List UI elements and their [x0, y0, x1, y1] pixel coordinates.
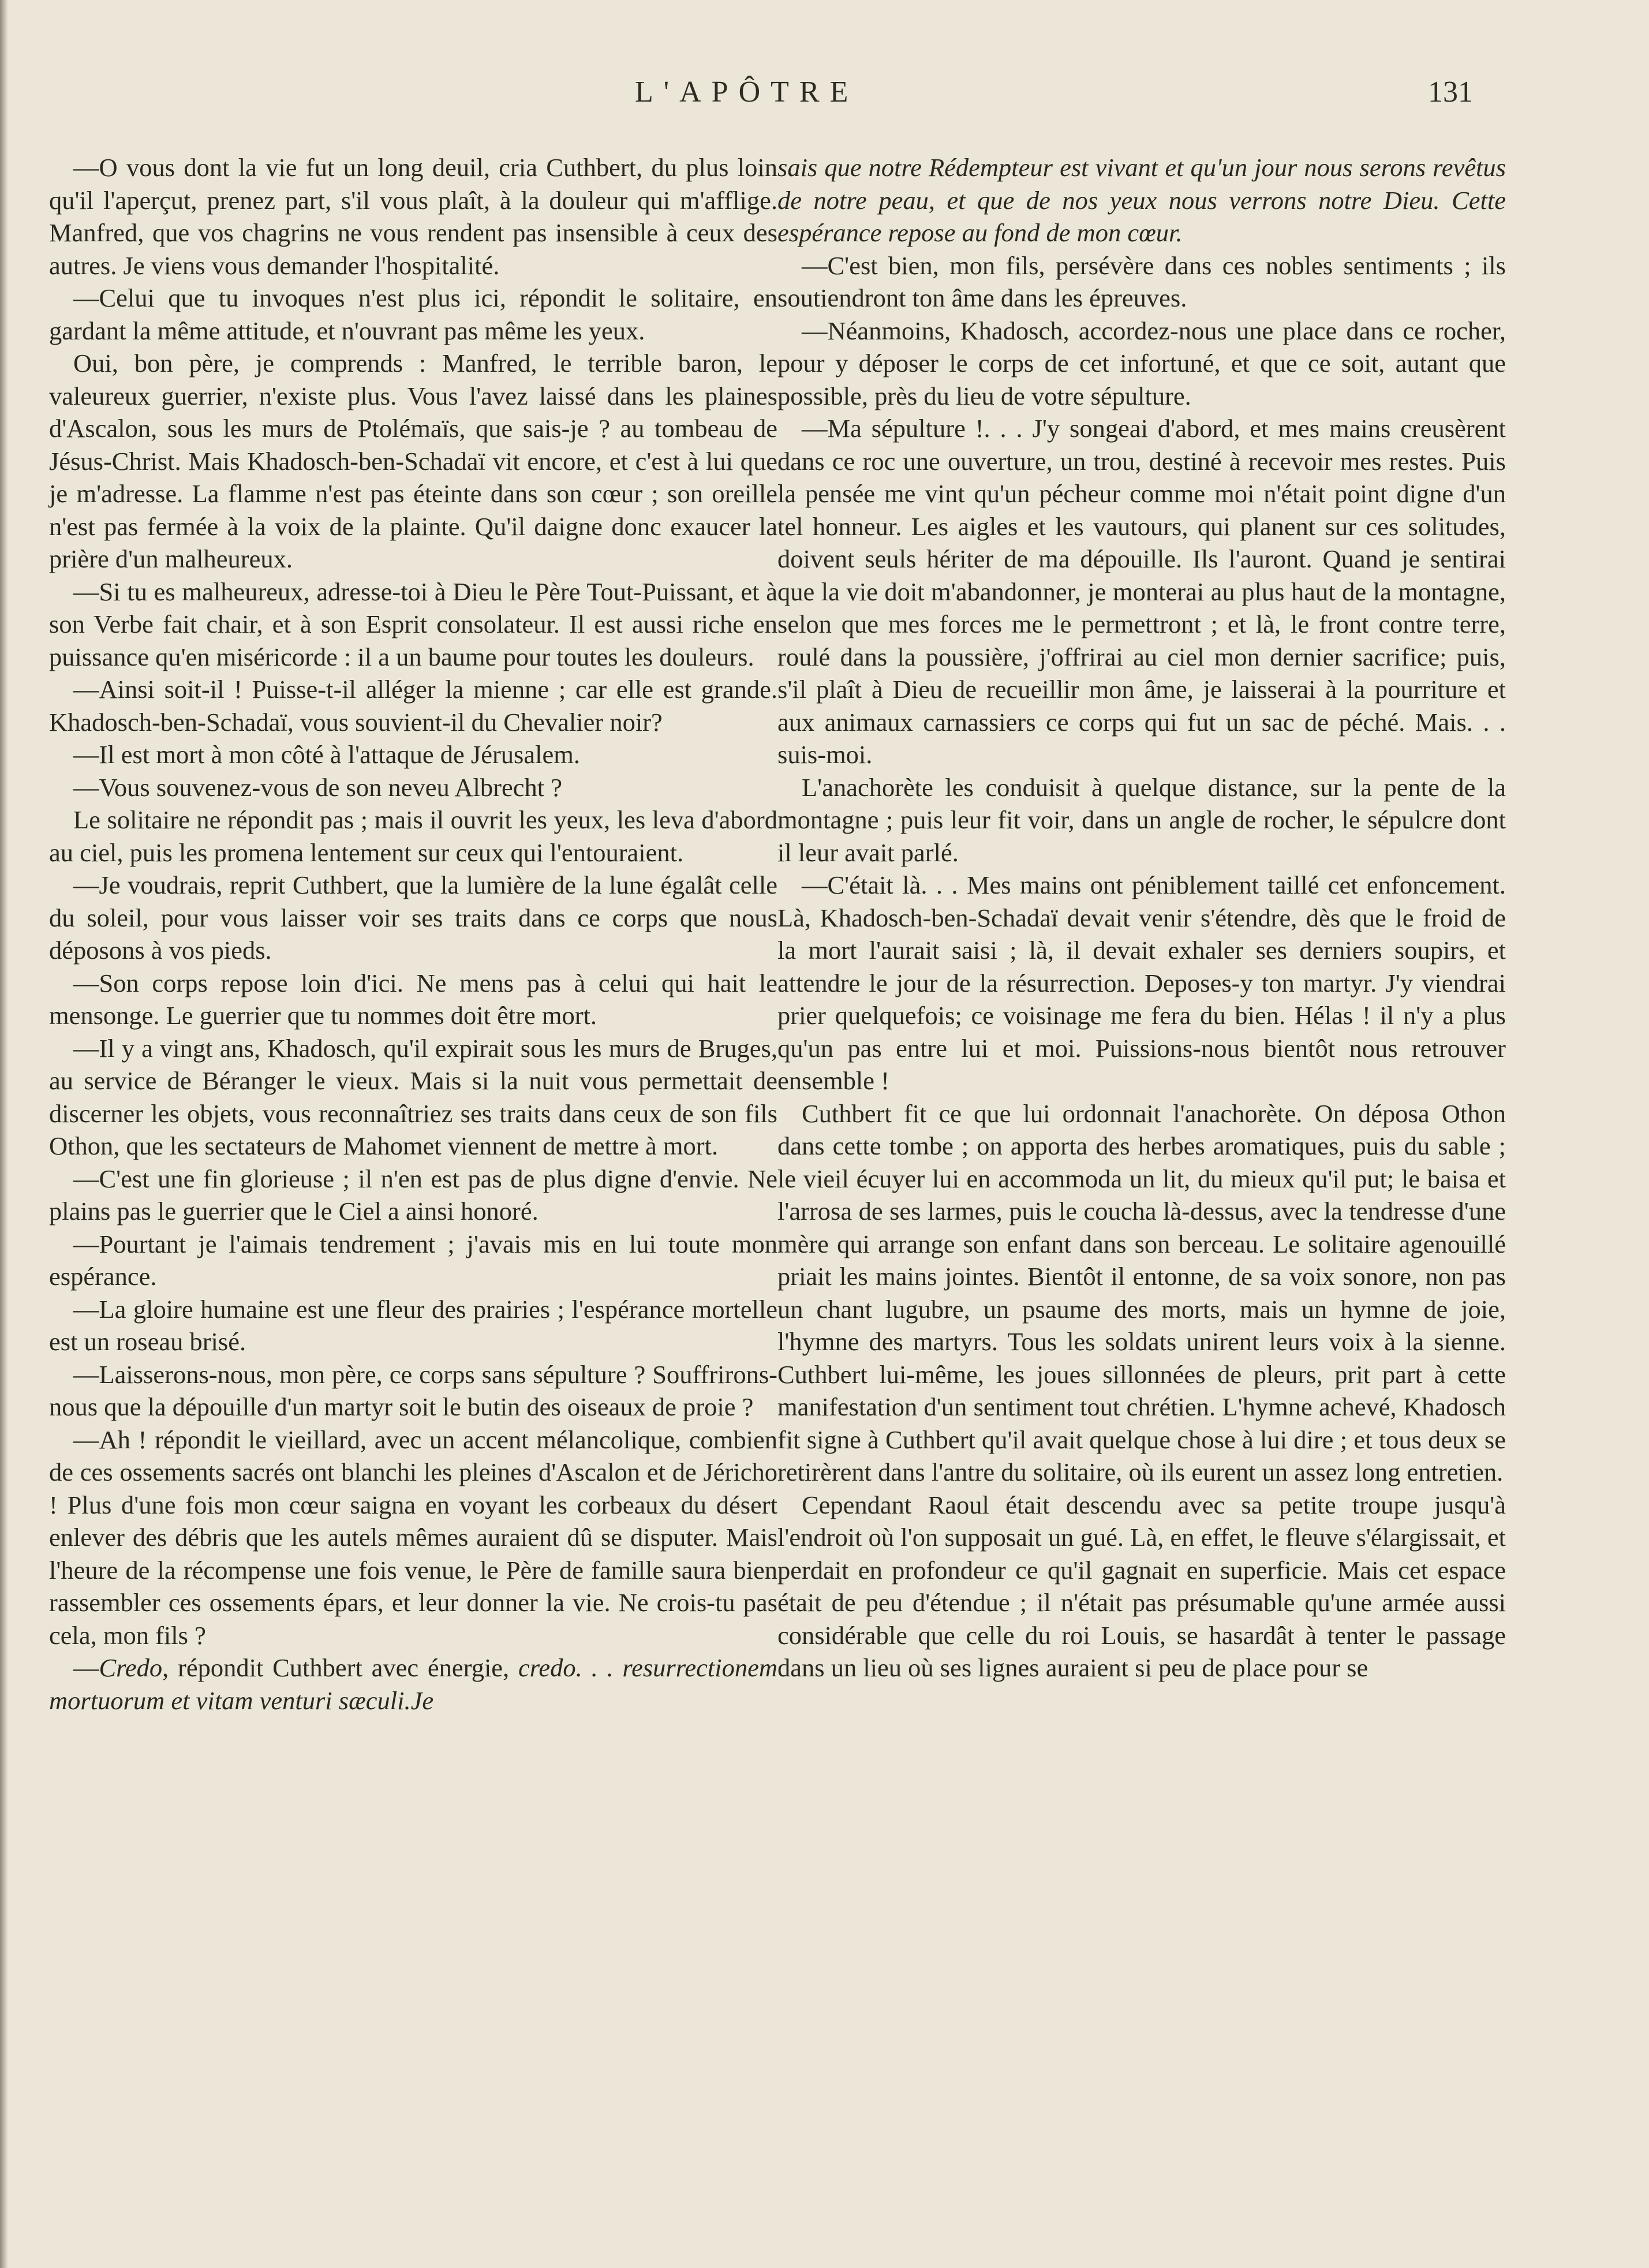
credo-lead: — [73, 1653, 99, 1682]
running-head [0, 75, 1649, 121]
left-column [49, 151, 777, 1717]
paragraph: —Il est mort à mon côté à l'attaque de Jérusalem. [73, 740, 580, 769]
paragraph: Le solitaire ne répondit pas ; mais il ouvrit les yeux, les leva d'abord au ciel, puis les promena lentement sur ceux qui l'entouraient. [49, 805, 777, 867]
paragraph: —Celui que tu invoques n'est plus ici, répondit le solitaire, en gardant la même attitude, et n'ouvrant pas même les yeux. [49, 283, 777, 345]
paragraph: Oui, bon père, je comprends : Manfred, le terrible baron, le valeureux guerrier, n'existe plus. Vous l'avez laissé dans les plaines d'Ascalon, sous les murs de Ptolémaïs, que sais-je ? au tombeau de Jésus-Christ. Mais Khadosch-ben-Schadaï vit encore, et c'est à lui que je m'adresse. La flamme n'est pas éteinte dans son cœur ; son oreille n'est pas fermée à la voix de la plainte. Qu'il daigne donc exaucer la prière d'un malheureux. [49, 349, 777, 573]
credo-mid: , répondit Cuthbert avec énergie, [162, 1653, 518, 1682]
paragraph: —Si tu es malheureux, adresse-toi à Dieu le Père Tout-Puissant, et à son Verbe fait chair, et à son Esprit consolateur. Il est aussi riche en puissance qu'en miséricorde : il a un baume pour toutes les douleurs. [49, 577, 777, 671]
paragraph: —C'était là. . . Mes mains ont péniblement taillé cet enfoncement. Là, Khadosch-ben-Schadaï devait venir s'étendre, dès que le froid de la mort l'aurait saisi ; là, il devait exhaler ses derniers soupirs, et attendre le jour de la résurrection. Deposes-y ton martyr. J'y viendrai prier quelquefois; ce voisinage me fera du bien. Hélas ! il n'y a plus qu'un pas entre lui et moi. Puissions-nous bientôt nous retrouver ensemble ! [777, 870, 1506, 1095]
right-column [777, 151, 1506, 1684]
paragraph: —Je voudrais, reprit Cuthbert, que la lumière de la lune égalât celle du soleil, pour vous laisser voir ses traits dans ce corps que nous déposons à vos pieds. [49, 870, 777, 965]
page-binding-edge [0, 0, 8, 2268]
credo-italic: Credo [99, 1653, 163, 1682]
page-number: 131 [1428, 76, 1473, 109]
paragraph: —Il y a vingt ans, Khadosch, qu'il expirait sous les murs de Bruges, au service de Béranger le vieux. Mais si la nuit vous permettait de discerner les objets, vous reconnaîtriez ses traits dans ceux de son fils Othon, que les sectateurs de Mahomet viennent de mettre à mort. [49, 1033, 777, 1160]
paragraph: —O vous dont la vie fut un long deuil, cria Cuthbert, du plus loin qu'il l'aperçut, prenez part, s'il vous plaît, à la douleur qui m'afflige. Manfred, que vos chagrins ne vous rendent pas insensible à ceux des autres. Je viens vous demander l'hospitalité. [49, 153, 777, 280]
credo-latin: credo. . . resurrectionem mortuorum et vitam venturi sæculi.Je [49, 1653, 777, 1715]
paragraph: —Néanmoins, Khadosch, accordez-nous une place dans ce rocher, pour y déposer le corps de cet infortuné, et que ce soit, autant que possible, près du lieu de votre sépulture. [777, 316, 1506, 410]
running-title: L'APÔTRE [635, 76, 859, 109]
paragraph: —C'est bien, mon fils, persévère dans ces nobles sentiments ; ils soutiendront ton âme dans les épreuves. [777, 251, 1506, 312]
paragraph: —Laisserons-nous, mon père, ce corps sans sépulture ? Souffrirons-nous que la dépouille d'un martyr soit le butin des oiseaux de proie ? [49, 1359, 777, 1421]
paragraph: —Vous souvenez-vous de son neveu Albrecht ? [73, 772, 562, 802]
paragraph: —Ma sépulture !. . . J'y songeai d'abord, et mes mains creusèrent dans ce roc une ouverture, un trou, destiné à recevoir mes restes. Puis la pensée me vint qu'un pécheur comme moi n'était point digne d'un tel honneur. Les aigles et les vautours, qui planent sur ces solitudes, doivent seuls hériter de ma dépouille. Ils l'auront. Quand je sentirai que la vie doit m'abandonner, je monterai au plus haut de la montagne, selon que mes forces me le permettront ; et là, le front contre terre, roulé dans la poussière, j'offrirai au ciel mon dernier sacrifice; puis, s'il plaît à Dieu de recueillir mon âme, je laisserai à la pourriture et aux animaux carnassiers ce corps qui fut un sac de péché. Mais. . . suis-moi. [777, 414, 1506, 769]
paragraph: L'anachorète les conduisit à quelque distance, sur la pente de la montagne ; puis leur fit voir, dans un angle de rocher, le sépulcre dont il leur avait parlé. [777, 772, 1506, 867]
paragraph: Cuthbert fit ce que lui ordonnait l'anachorète. On déposa Othon dans cette tombe ; on apporta des herbes aromatiques, puis du sable ; le vieil écuyer lui en accommoda un lit, du mieux qu'il put; le baisa et l'arrosa de ses larmes, puis le coucha là-dessus, avec la tendresse d'une mère qui arrange son enfant dans son berceau. Le solitaire agenouillé priait les mains jointes. Bientôt il entonne, de sa voix sonore, non pas un chant lugubre, un psaume des morts, mais un hymne de joie, l'hymne des martyrs. Tous les soldats unirent leurs voix à la sienne. Cuthbert lui-même, les joues sillonnées de pleurs, prit part à cette manifestation d'un sentiment tout chrétien. L'hymne achevé, Khadosch fit signe à Cuthbert qu'il avait quelque chose à lui dire ; et tous deux se retirèrent dans l'antre du solitaire, où ils eurent un assez long entretien. [777, 1098, 1506, 1486]
paragraph: —Son corps repose loin d'ici. Ne mens pas à celui qui hait le mensonge. Le guerrier que tu nommes doit être mort. [49, 968, 777, 1030]
paragraph: Cependant Raoul était descendu avec sa petite troupe jusqu'à l'endroit où l'on supposait un gué. Là, en effet, le fleuve s'élargissait, et perdait en profondeur ce qu'il gagnait en superficie. Mais cet espace était de peu d'étendue ; il n'était pas présumable qu'une armée aussi considérable que celle du roi Louis, se hasardât à tenter le passage dans un lieu où ses lignes auraient si peu de place pour se [777, 1490, 1506, 1682]
paragraph: —La gloire humaine est une fleur des prairies ; l'espérance mortelle est un roseau brisé. [49, 1294, 777, 1356]
paragraph: —Ainsi soit-il ! Puisse-t-il alléger la mienne ; car elle est grande. Khadosch-ben-Schadaï, vous souvient-il du Chevalier noir? [49, 675, 777, 737]
paragraph: —Pourtant je l'aimais tendrement ; j'avais mis en lui toute mon espérance. [49, 1229, 777, 1291]
paragraph-continued [777, 151, 1506, 249]
paragraph-credo [49, 1652, 777, 1717]
paragraph: —Ah ! répondit le vieillard, avec un accent mélancolique, combien de ces ossements sacrés ont blanchi les pleines d'Ascalon et de Jéricho ! Plus d'une fois mon cœur saigna en voyant les corbeaux du désert enlever des débris que les autels mêmes auraient dû se disputer. Mais l'heure de la récompense une fois venue, le Père de famille saura bien rassembler ces ossements épars, et leur donner la vie. Ne crois-tu pas cela, mon fils ? [49, 1425, 777, 1650]
paragraph: —C'est une fin glorieuse ; il n'en est pas de plus digne d'envie. Ne plains pas le guerrier que le Ciel a ainsi honoré. [49, 1164, 777, 1225]
continued-italic: sais que notre Rédempteur est vivant et qu'un jour nous serons revêtus de notre peau, et que de nos yeux nous verrons notre Dieu. Cette espérance repose au fond de mon cœur. [777, 153, 1506, 247]
